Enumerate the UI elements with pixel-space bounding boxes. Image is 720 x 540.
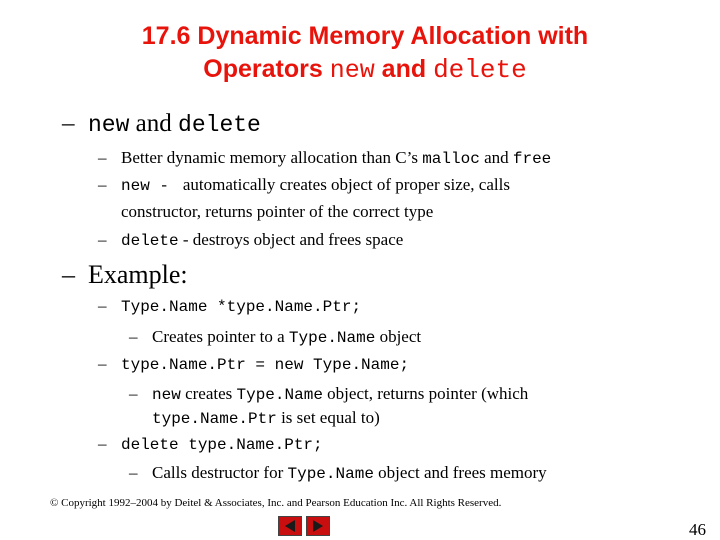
slide-title-line1: 17.6 Dynamic Memory Allocation with bbox=[141, 22, 589, 50]
prev-slide-button[interactable] bbox=[278, 516, 302, 536]
example-item-2-code: Type.Name bbox=[288, 329, 376, 347]
example-item-4-code1: new bbox=[152, 386, 181, 404]
sub-bullet-3-dash: – bbox=[98, 230, 107, 249]
sub-bullet-1-text: Better dynamic memory allocation than C’s bbox=[121, 148, 423, 167]
example-item-4-cont-code: type.Name.Ptr bbox=[152, 410, 277, 428]
example-item-2-text-after: object bbox=[375, 327, 422, 346]
example-item-2-text-before: Creates pointer to a bbox=[152, 327, 289, 346]
sub-bullet-2-code: new - bbox=[121, 177, 179, 195]
sub-bullet-3 bbox=[121, 230, 403, 250]
slide-title bbox=[60, 20, 670, 87]
example-item-5-dash: – bbox=[98, 434, 107, 453]
example-item-4-dash: – bbox=[129, 384, 138, 403]
sub-bullet-3-text: - destroys object and frees space bbox=[178, 230, 404, 249]
example-item-6-text-before: Calls destructor for bbox=[152, 463, 288, 482]
sub-bullet-1-and: and bbox=[479, 148, 513, 167]
example-item-4 bbox=[152, 384, 528, 404]
example-item-6-text-after: object and frees memory bbox=[373, 463, 547, 482]
sub-bullet-1-free: free bbox=[512, 150, 552, 168]
example-item-6-dash: – bbox=[129, 463, 138, 482]
example-item-5 bbox=[121, 434, 323, 454]
main-bullet-new: new bbox=[88, 112, 130, 138]
sub-bullet-2-continuation: constructor, returns pointer of the correct type bbox=[121, 202, 434, 221]
example-item-5-code: delete type.Name.Ptr; bbox=[121, 436, 323, 454]
next-slide-button[interactable] bbox=[306, 516, 330, 536]
example-label: Example: bbox=[88, 260, 188, 289]
triangle-left-icon bbox=[279, 517, 301, 535]
example-item-3-dash: – bbox=[98, 354, 107, 373]
title-delete-code: delete bbox=[433, 55, 527, 85]
sub-bullet-2-dash: – bbox=[98, 175, 107, 194]
sub-bullet-2 bbox=[121, 175, 510, 195]
example-item-1-dash: – bbox=[98, 296, 107, 315]
example-item-1-code: Type.Name *type.Name.Ptr; bbox=[121, 298, 362, 316]
sub-bullet-1-dash: – bbox=[98, 148, 107, 167]
example-item-4-cont-text: is set equal to) bbox=[276, 408, 380, 427]
example-item-4-continuation bbox=[152, 408, 380, 428]
example-item-1 bbox=[121, 296, 361, 316]
example-item-4-text1: creates bbox=[180, 384, 237, 403]
example-item-2 bbox=[152, 327, 421, 347]
sub-bullet-1 bbox=[121, 148, 551, 168]
example-item-4-text2: object, returns pointer (which bbox=[322, 384, 529, 403]
page-number: 46 bbox=[689, 520, 706, 539]
sub-bullet-1-malloc: malloc bbox=[422, 150, 480, 168]
example-item-2-dash: – bbox=[129, 327, 138, 346]
triangle-right-icon bbox=[307, 517, 329, 535]
slide-title-line2 bbox=[60, 53, 670, 87]
main-bullet-dash: – bbox=[62, 110, 75, 137]
sub-bullet-3-code: delete bbox=[121, 232, 179, 250]
main-bullet-delete: delete bbox=[178, 112, 261, 138]
example-item-6 bbox=[152, 463, 547, 483]
main-bullet bbox=[88, 110, 261, 138]
sub-bullet-2-text: automatically creates object of proper size, calls bbox=[178, 175, 510, 194]
example-item-4-code2: Type.Name bbox=[236, 386, 323, 404]
title-new-code: new bbox=[329, 56, 375, 85]
example-item-3 bbox=[121, 354, 409, 374]
example-item-3-code: type.Name.Ptr = new Type.Name; bbox=[121, 356, 410, 374]
title-and: and bbox=[374, 55, 434, 83]
example-item-6-code: Type.Name bbox=[287, 465, 374, 483]
example-dash: – bbox=[62, 260, 75, 289]
main-bullet-and: and bbox=[129, 110, 179, 137]
title-prefix: Operators bbox=[203, 55, 330, 83]
copyright-footer: © Copyright 1992–2004 by Deitel & Associates, Inc. and Pearson Education Inc. All Rights Reserved. bbox=[50, 497, 502, 509]
